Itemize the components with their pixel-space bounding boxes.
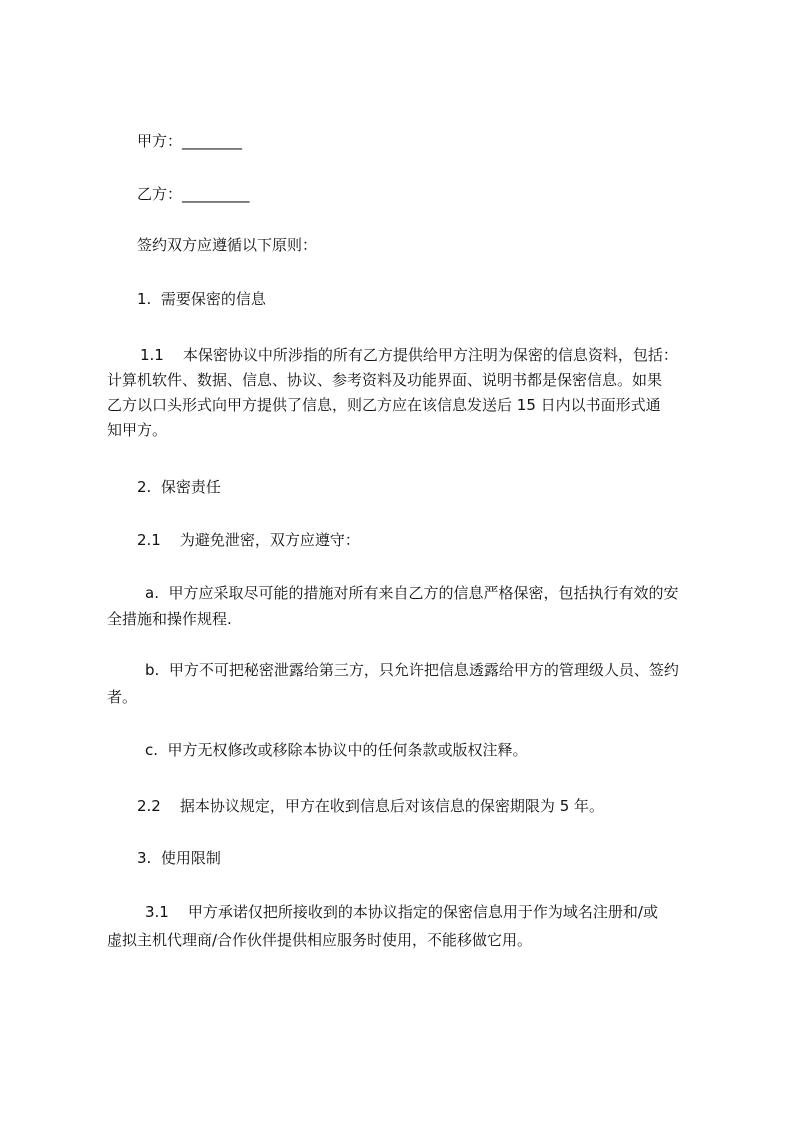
party-b-line: 乙方：_________ — [137, 185, 250, 203]
item-a-line: a. 甲方应采取尽可能的措施对所有来自乙方的信息严格保密，包括执行有效的安 — [145, 584, 679, 602]
clause-1-1-line: 1.1 本保密协议中所涉指的所有乙方提供给甲方注明为保密的信息资料，包括： — [140, 346, 678, 364]
section-1-heading: 1. 需要保密的信息 — [137, 290, 266, 308]
section-3-heading: 3. 使用限制 — [137, 849, 221, 867]
item-b-line: b. 甲方不可把秘密泄露给第三方，只允许把信息透露给甲方的管理级人员、签约 — [145, 661, 679, 679]
clause-2-2: 2.2 据本协议规定，甲方在收到信息后对该信息的保密期限为 5 年。 — [137, 797, 605, 815]
clause-3-1-line: 虚拟主机代理商/合作伙伴提供相应服务时使用，不能移做它用。 — [107, 931, 533, 949]
item-c: c. 甲方无权修改或移除本协议中的任何条款或版权注释。 — [145, 741, 528, 759]
clause-1-1-line: 知甲方。 — [107, 421, 168, 439]
section-2-heading: 2. 保密责任 — [137, 478, 221, 496]
item-b-line: 者。 — [107, 688, 138, 706]
item-a-line: 全措施和操作规程. — [107, 610, 232, 628]
intro-text: 签约双方应遵循以下原则： — [137, 236, 318, 254]
clause-3-1-line: 3.1 甲方承诺仅把所接收到的本协议指定的保密信息用于作为域名注册和/或 — [145, 903, 658, 921]
clause-2-1: 2.1 为避免泄密，双方应遵守： — [137, 531, 360, 549]
clause-1-1-line: 乙方以口头形式向甲方提供了信息，则乙方应在该信息发送后 15 日内以书面形式通 — [107, 396, 661, 414]
party-a-line: 甲方：________ — [137, 132, 243, 150]
clause-1-1-line: 计算机软件、数据、信息、协议、参考资料及功能界面、说明书都是保密信息。如果 — [107, 371, 663, 389]
